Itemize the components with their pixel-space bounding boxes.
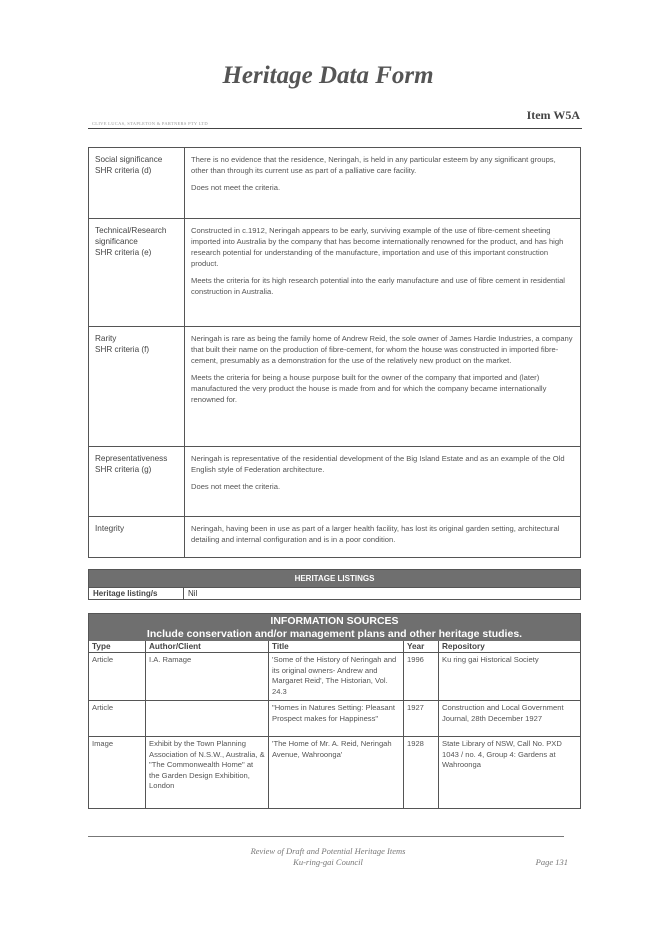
table-row <box>89 327 581 447</box>
section-header: HERITAGE LISTINGS <box>89 570 581 588</box>
section-subtitle: Include conservation and/or management plans and other heritage studies. <box>146 628 523 640</box>
table-row <box>89 148 581 219</box>
heritage-listings-table <box>88 569 581 600</box>
table-row <box>89 588 581 600</box>
criterion-verdict: Does not meet the criteria. <box>191 482 281 491</box>
criterion-text <box>185 517 581 558</box>
criterion-label <box>89 219 185 327</box>
criterion-label <box>89 517 185 558</box>
criterion-paragraph: There is no evidence that the residence, Neringah, is held in any particular esteem by any significant groups, other than through its current use as part of a palliative care facility. <box>191 155 556 175</box>
cell-title: "Homes in Natures Setting: Pleasant Prospect makes for Happiness" <box>269 701 404 737</box>
company-name: CLIVE LUCAS, STAPLETON & PARTNERS PTY LTD <box>92 121 208 126</box>
column-header: Type <box>89 641 146 653</box>
criterion-name: Technical/Research significance <box>95 226 167 246</box>
cell-repository: Construction and Local Government Journal, 28th December 1927 <box>439 701 581 737</box>
criterion-name: Rarity <box>95 334 117 343</box>
footer-line: Review of Draft and Potential Heritage Items <box>250 846 406 856</box>
table-row <box>89 653 581 701</box>
cell-type: Article <box>89 701 146 737</box>
criterion-name: Integrity <box>95 524 125 533</box>
page-title: Heritage Data Form <box>222 62 434 89</box>
cell-repository: State Library of NSW, Call No. PXD 1043 / no. 4, Group 4: Gardens at Wahroonga <box>439 737 581 809</box>
table-row <box>89 737 581 809</box>
criterion-label <box>89 148 185 219</box>
cell-year: 1927 <box>404 701 439 737</box>
criterion-label <box>89 327 185 447</box>
cell-author: Exhibit by the Town Planning Association of N.S.W., Australia, & "The Commonwealth Home" at the Garden Design Exhibition, London <box>146 737 269 809</box>
cell-title: 'The Home of Mr. A. Reid, Neringah Avenue, Wahroonga' <box>269 737 404 809</box>
cell-year: 1996 <box>404 653 439 701</box>
listing-label: Heritage listing/s <box>89 588 184 600</box>
criterion-code: SHR criteria (e) <box>95 248 152 257</box>
criterion-text <box>185 148 581 219</box>
table-row <box>89 447 581 517</box>
page-number: Page 131 <box>535 857 568 867</box>
criterion-code: SHR criteria (f) <box>95 345 150 354</box>
cell-repository: Ku ring gai Historical Society <box>439 653 581 701</box>
cell-author <box>146 701 269 737</box>
criterion-code: SHR criteria (g) <box>95 465 152 474</box>
item-number: Item W5A <box>526 108 580 122</box>
column-header: Year <box>404 641 439 653</box>
criterion-paragraph: Constructed in c.1912, Neringah appears to be early, surviving example of the use of fibre-cement sheeting imported into Australia by the company that has become internationally renowned for the product, and has high research potential for understanding of the manufacture, importation and use of this important construction product. <box>191 226 564 268</box>
footer-line: Ku-ring-gai Council <box>293 857 363 867</box>
section-header <box>89 614 581 642</box>
criterion-text <box>185 447 581 517</box>
criterion-name: Social significance <box>95 155 163 164</box>
criterion-verdict: Meets the criteria for its high research potential into the early manufacture and use of fibre cement in residential construction in Australia. <box>191 276 565 296</box>
criterion-label <box>89 447 185 517</box>
cell-type: Article <box>89 653 146 701</box>
criterion-text <box>185 327 581 447</box>
significance-table <box>88 147 581 558</box>
criterion-text <box>185 219 581 327</box>
header-row <box>89 641 581 653</box>
header-divider <box>88 128 582 129</box>
criterion-paragraph: Neringah, having been in use as part of a larger health facility, has lost its original garden setting, architectural detailing and internal configuration and is in a poor condition. <box>191 524 560 544</box>
criterion-paragraph: Neringah is rare as being the family home of Andrew Reid, the sole owner of James Hardie Industries, a company that built their name on the production of fibre-cement, for whom the house was constructed in imported fibre- cement, presumably as a demonstration for the use of the relatively new product on the market. <box>191 334 573 365</box>
cell-year: 1928 <box>404 737 439 809</box>
criterion-code: SHR criteria (d) <box>95 166 152 175</box>
listing-value: Nil <box>184 588 581 600</box>
section-title: INFORMATION SOURCES <box>270 615 399 627</box>
criterion-verdict: Meets the criteria for being a house purpose built for the owner of the company that imported and (later) manufactured the very product the house is made from and for which the company became internationally renowned for. <box>191 373 547 404</box>
criterion-paragraph: Neringah is representative of the residential development of the Big Island Estate and as an example of the Old English style of Federation architecture. <box>191 454 565 474</box>
criterion-verdict: Does not meet the criteria. <box>191 183 281 192</box>
footer-divider <box>88 836 564 837</box>
cell-type: Image <box>89 737 146 809</box>
cell-author: I.A. Ramage <box>146 653 269 701</box>
column-header: Author/Client <box>146 641 269 653</box>
column-header: Repository <box>439 641 581 653</box>
column-header: Title <box>269 641 404 653</box>
criterion-name: Representativeness <box>95 454 168 463</box>
table-row <box>89 219 581 327</box>
cell-title: 'Some of the History of Neringah and its original owners- Andrew and Margaret Reid', The Historian, Vol. 24.3 <box>269 653 404 701</box>
information-sources-table <box>88 613 581 809</box>
table-row <box>89 701 581 737</box>
table-row <box>89 517 581 558</box>
